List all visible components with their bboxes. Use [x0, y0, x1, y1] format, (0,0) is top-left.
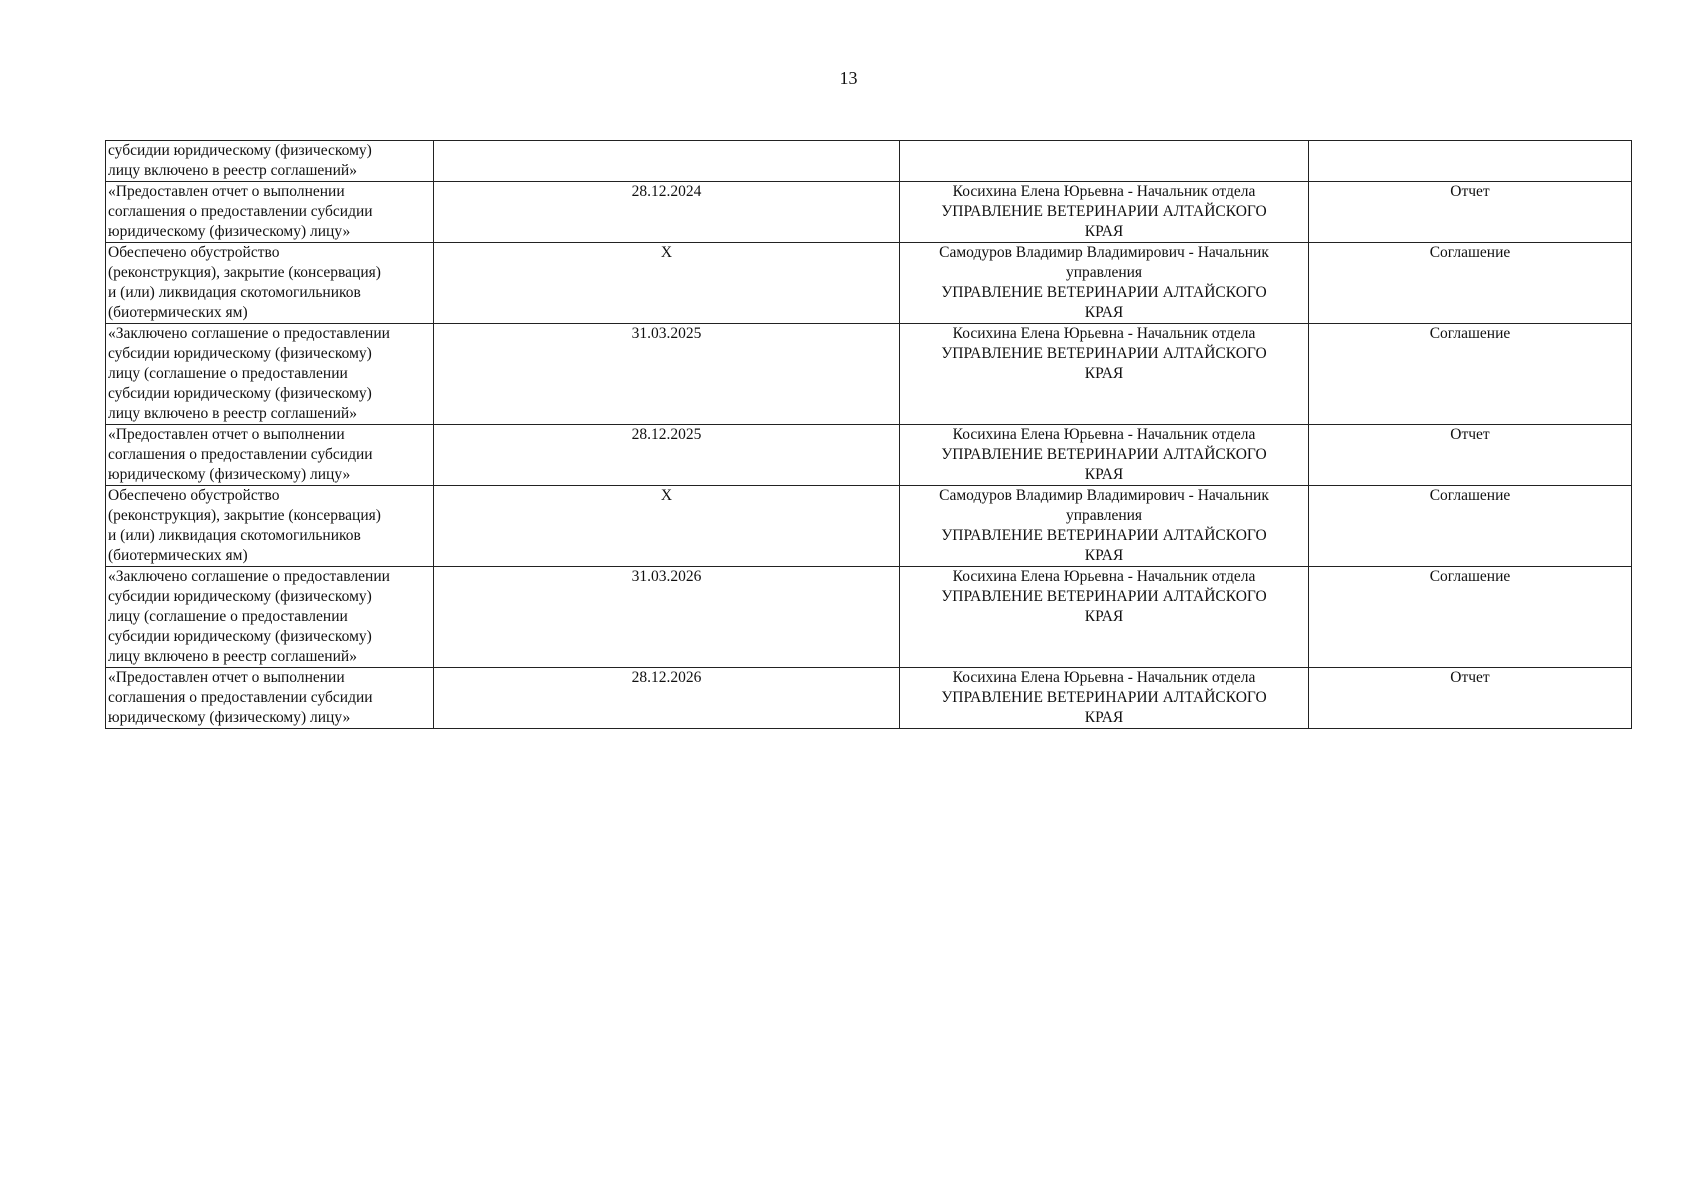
date-cell — [434, 567, 900, 668]
table-body — [106, 141, 1632, 729]
date-text: 28.12.2025 — [631, 426, 702, 443]
table-row — [106, 324, 1632, 425]
event-text-line: субсидии юридическому (физическому) — [108, 588, 372, 605]
event-text-line: «Заключено соглашение о предоставлении — [108, 568, 390, 585]
responsible-cell — [900, 141, 1309, 182]
responsible-cell — [900, 486, 1309, 567]
document-type-cell — [1309, 324, 1632, 425]
responsible-text-line: КРАЯ — [1084, 304, 1124, 321]
date-cell — [434, 141, 900, 182]
responsible-text-line: УПРАВЛЕНИЕ ВЕТЕРИНАРИИ АЛТАЙСКОГО — [941, 203, 1267, 220]
responsible-text-line: УПРАВЛЕНИЕ ВЕТЕРИНАРИИ АЛТАЙСКОГО — [941, 284, 1267, 301]
responsible-text-line: КРАЯ — [1084, 223, 1124, 240]
event-text-line: «Предоставлен отчет о выполнении — [108, 183, 345, 200]
document-type-cell — [1309, 486, 1632, 567]
document-type-text: Отчет — [1450, 426, 1490, 443]
event-text-line: (биотермических ям) — [108, 304, 248, 321]
document-type-text: Соглашение — [1429, 568, 1511, 585]
document-type-cell — [1309, 567, 1632, 668]
responsible-text-line: КРАЯ — [1084, 709, 1124, 726]
event-text-line: «Предоставлен отчет о выполнении — [108, 426, 345, 443]
responsible-text-line: Косихина Елена Юрьевна - Начальник отдела — [952, 568, 1256, 585]
responsible-text-line: УПРАВЛЕНИЕ ВЕТЕРИНАРИИ АЛТАЙСКОГО — [941, 446, 1267, 463]
page-number: 13 — [839, 68, 858, 88]
date-text: 28.12.2026 — [631, 669, 702, 686]
responsible-text-line: УПРАВЛЕНИЕ ВЕТЕРИНАРИИ АЛТАЙСКОГО — [941, 588, 1267, 605]
event-text-line: субсидии юридическому (физическому) — [108, 385, 372, 402]
event-text-line: соглашения о предоставлении субсидии — [108, 446, 373, 463]
document-type-text: Отчет — [1450, 183, 1490, 200]
event-text-line: Обеспечено обустройство — [108, 244, 280, 261]
event-text-line: лицу (соглашение о предоставлении — [108, 365, 348, 382]
date-text: X — [660, 487, 673, 504]
event-text-line: юридическому (физическому) лицу» — [108, 709, 351, 726]
responsible-text-line: Самодуров Владимир Владимирович - Начальник — [939, 244, 1269, 261]
responsible-text-line: КРАЯ — [1084, 547, 1124, 564]
event-cell — [106, 567, 434, 668]
document-type-cell — [1309, 141, 1632, 182]
schedule-table — [105, 140, 1632, 729]
event-cell — [106, 324, 434, 425]
responsible-text-line: Косихина Елена Юрьевна - Начальник отдела — [952, 669, 1256, 686]
event-text-line: субсидии юридическому (физическому) — [108, 628, 372, 645]
responsible-cell — [900, 668, 1309, 729]
date-text: X — [660, 244, 673, 261]
event-text-line: «Заключено соглашение о предоставлении — [108, 325, 390, 342]
event-text-line: и (или) ликвидация скотомогильников — [108, 284, 361, 301]
date-cell — [434, 324, 900, 425]
event-text-line: лицу включено в реестр соглашений» — [108, 648, 357, 665]
responsible-text-line: КРАЯ — [1084, 466, 1124, 483]
event-text-line: (биотермических ям) — [108, 547, 248, 564]
date-cell — [434, 182, 900, 243]
event-cell — [106, 141, 434, 182]
document-type-cell — [1309, 182, 1632, 243]
event-text-line: (реконструкция), закрытие (консервация) — [108, 264, 381, 281]
responsible-cell — [900, 243, 1309, 324]
responsible-text-line: Косихина Елена Юрьевна - Начальник отдела — [952, 325, 1256, 342]
document-type-cell — [1309, 243, 1632, 324]
event-cell — [106, 182, 434, 243]
document-type-cell — [1309, 668, 1632, 729]
event-text-line: соглашения о предоставлении субсидии — [108, 689, 373, 706]
document-type-text: Соглашение — [1429, 244, 1511, 261]
document-type-text: Отчет — [1450, 669, 1490, 686]
event-text-line: (реконструкция), закрытие (консервация) — [108, 507, 381, 524]
event-text-line: соглашения о предоставлении субсидии — [108, 203, 373, 220]
document-type-cell — [1309, 425, 1632, 486]
event-cell — [106, 425, 434, 486]
responsible-text-line: управления — [1065, 507, 1143, 524]
responsible-text-line: управления — [1065, 264, 1143, 281]
date-text: 31.03.2025 — [631, 325, 702, 342]
event-text-line: субсидии юридическому (физическому) — [108, 142, 372, 159]
event-text-line: лицу включено в реестр соглашений» — [108, 162, 357, 179]
responsible-text-line: КРАЯ — [1084, 365, 1124, 382]
date-cell — [434, 243, 900, 324]
date-text: 28.12.2024 — [631, 183, 702, 200]
table-row — [106, 182, 1632, 243]
table-row — [106, 567, 1632, 668]
date-cell — [434, 668, 900, 729]
event-text-line: лицу включено в реестр соглашений» — [108, 405, 357, 422]
event-text-line: субсидии юридическому (физическому) — [108, 345, 372, 362]
responsible-cell — [900, 324, 1309, 425]
event-cell — [106, 668, 434, 729]
table-row — [106, 425, 1632, 486]
responsible-text-line: Косихина Елена Юрьевна - Начальник отдела — [952, 183, 1256, 200]
responsible-text-line: Косихина Елена Юрьевна - Начальник отдела — [952, 426, 1256, 443]
event-cell — [106, 486, 434, 567]
responsible-cell — [900, 567, 1309, 668]
document-type-text: Соглашение — [1429, 487, 1511, 504]
event-text-line: лицу (соглашение о предоставлении — [108, 608, 348, 625]
event-text-line: Обеспечено обустройство — [108, 487, 280, 504]
event-cell — [106, 243, 434, 324]
date-text: 31.03.2026 — [631, 568, 702, 585]
responsible-cell — [900, 182, 1309, 243]
event-text-line: и (или) ликвидация скотомогильников — [108, 527, 361, 544]
event-text-line: юридическому (физическому) лицу» — [108, 223, 351, 240]
responsible-text-line: УПРАВЛЕНИЕ ВЕТЕРИНАРИИ АЛТАЙСКОГО — [941, 689, 1267, 706]
date-cell — [434, 425, 900, 486]
table-row — [106, 243, 1632, 324]
responsible-cell — [900, 425, 1309, 486]
table-row — [106, 486, 1632, 567]
responsible-text-line: УПРАВЛЕНИЕ ВЕТЕРИНАРИИ АЛТАЙСКОГО — [941, 345, 1267, 362]
table-row — [106, 141, 1632, 182]
responsible-text-line: КРАЯ — [1084, 608, 1124, 625]
table-row — [106, 668, 1632, 729]
document-type-text: Соглашение — [1429, 325, 1511, 342]
responsible-text-line: УПРАВЛЕНИЕ ВЕТЕРИНАРИИ АЛТАЙСКОГО — [941, 527, 1267, 544]
event-text-line: юридическому (физическому) лицу» — [108, 466, 351, 483]
date-cell — [434, 486, 900, 567]
responsible-text-line: Самодуров Владимир Владимирович - Начальник — [939, 487, 1269, 504]
event-text-line: «Предоставлен отчет о выполнении — [108, 669, 345, 686]
